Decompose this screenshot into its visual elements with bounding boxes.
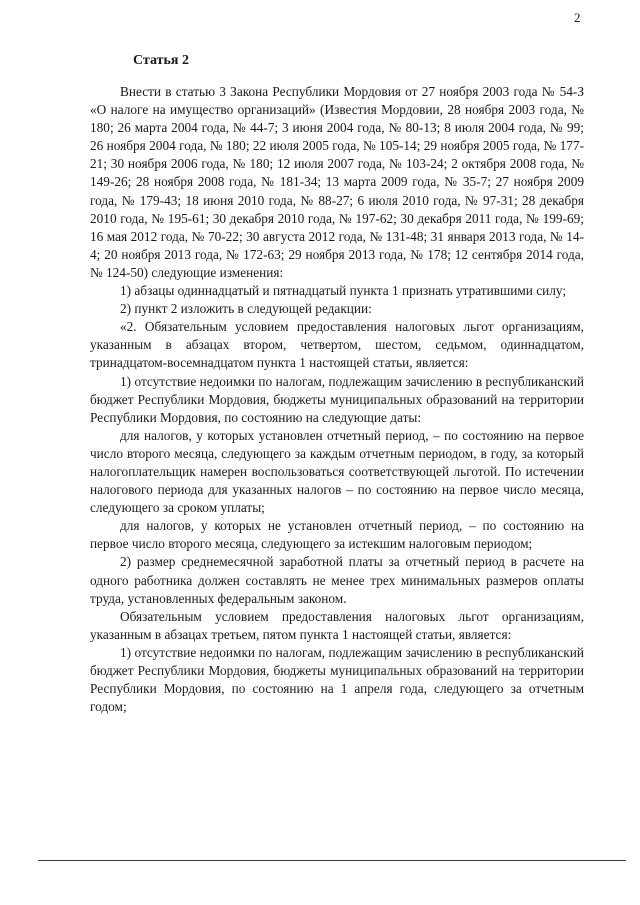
paragraph-item-2: 2) пункт 2 изложить в следующей редакции: <box>120 301 372 317</box>
article-body <box>90 83 584 716</box>
paragraph-condition-2: 2) размер среднемесячной заработной платы за отчетный период в расчете на одного работника должен составлять не менее трех минимальных размеров оплаты труда, установленных федеральным законом. <box>90 554 584 606</box>
paragraph-reporting-period-taxes: для налогов, у которых установлен отчетный период, – по состоянию на первое число второго месяца, следующего за каждым отчетным периодом, в году, за который налогоплательщик намерен воспользоваться соответствующей льготой. По истечении налогового периода для указанных налогов – по состоянию на первое число месяца, следующего за сроком уплаты; <box>90 427 584 516</box>
paragraph-second-condition-1: 1) отсутствие недоимки по налогам, подлежащим зачислению в республиканский бюджет Республики Мордовия, бюджеты муниципальных образований на территории Республики Мордовия, по состоянию на 1 апреля года, следующего за отчетным годом; <box>90 644 584 715</box>
paragraph-new-clause-2: «2. Обязательным условием предоставления налоговых льгот организациям, указанным в абзацах втором, четвертом, шестом, седьмом, одиннадцатом, тринадцатом-восемнадцатом пункта 1 настоящей статьи, является: <box>90 319 584 371</box>
paragraph-second-condition-intro: Обязательным условием предоставления налоговых льгот организациям, указанным в абзацах третьем, пятом пункта 1 настоящей статьи, является: <box>90 608 584 642</box>
paragraph-item-1: 1) абзацы одиннадцатый и пятнадцатый пункта 1 признать утратившими силу; <box>120 283 567 299</box>
paragraph-no-reporting-period-taxes: для налогов, у которых не установлен отчетный период, – по состоянию на первое число второго месяца, следующего за истекшим налоговым периодом; <box>90 518 584 552</box>
paragraph-condition-1: 1) отсутствие недоимки по налогам, подлежащим зачислению в республиканский бюджет Республики Мордовия, бюджеты муниципальных образований на территории Республики Мордовия, по состоянию на следующие даты: <box>90 373 584 425</box>
bottom-divider <box>38 860 626 861</box>
page-number: 2 <box>574 10 581 25</box>
paragraph-amendment-intro: Внести в статью 3 Закона Республики Мордовия от 27 ноября 2003 года № 54-З «О налоге на имущество организаций» (Известия Мордовии, 28 ноября 2003 года, № 180; 26 марта 2004 года, № 44-7; 3 июня 2004 года, № 80-13; 8 июля 2004 года, № 99; 26 ноября 2004 года, № 180; 22 июля 2005 года, № 105-14; 29 ноября 2005 года, № 177-21; 30 ноября 2006 года, № 180; 12 июля 2007 года, № 103-24; 2 октября 2008 года, № 149-26; 28 ноября 2008 года, № 181-34; 13 марта 2009 года, № 35-7; 27 ноября 2009 года, № 179-43; 18 июня 2010 года, № 88-27; 6 июля 2010 года, № 97-31; 28 декабря 2010 года, № 195-61; 30 декабря 2010 года, № 197-62; 30 декабря 2011 года, № 199-69; 16 мая 2012 года, № 70-22; 30 августа 2012 года, № 131-48; 31 января 2013 года, № 14-4; 20 ноября 2013 года, № 172-63; 29 ноября 2013 года, № 178; 12 сентября 2014 года, № 124-50) следующие изменения: <box>90 84 584 280</box>
article-heading: Статья 2 <box>133 53 189 68</box>
